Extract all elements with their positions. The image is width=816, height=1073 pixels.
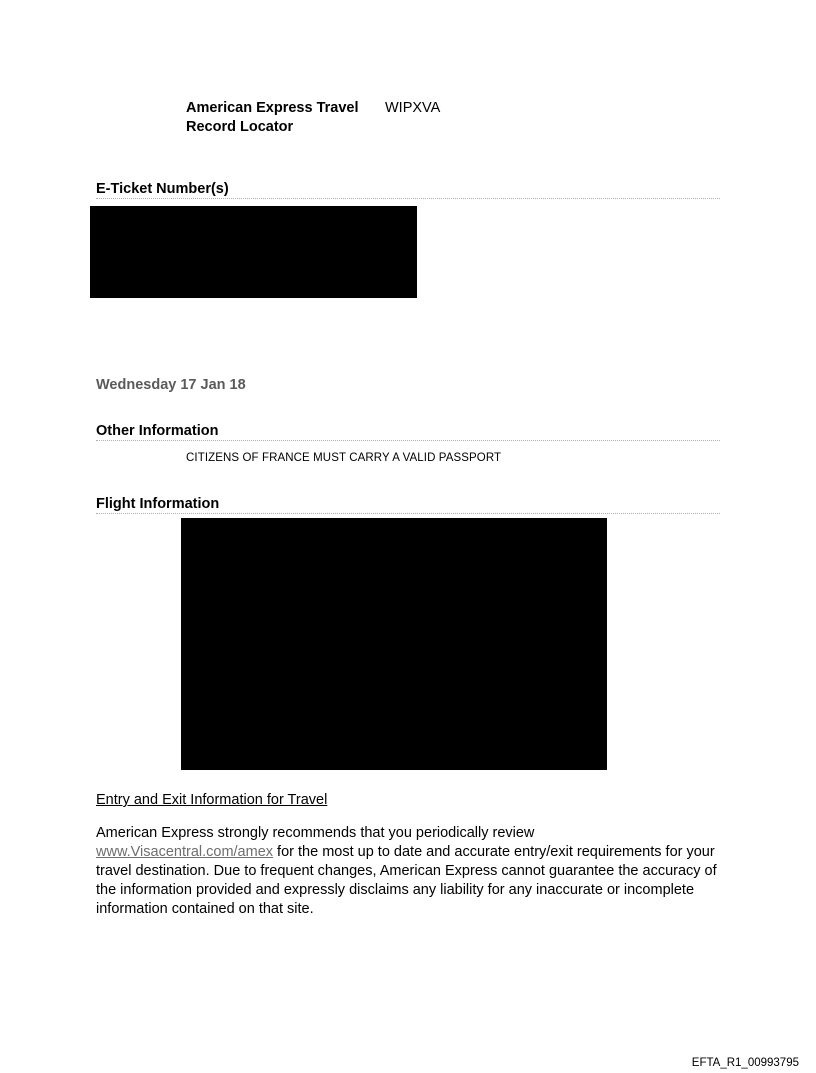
entry-exit-text-body: for the most up to date and accurate entry/exit requirements for your travel destination. Due to frequent changes, American Express cannot guarantee the accuracy of the information provided and expressly disclaims any liability for any inaccurate or incomplete information contained on that site. — [96, 844, 717, 917]
visacentral-link[interactable]: www.Visacentral.com/amex — [96, 844, 274, 860]
entry-exit-text-intro: American Express strongly recommends that you periodically review — [96, 825, 535, 841]
entry-exit-heading: Entry and Exit Information for Travel — [96, 792, 328, 808]
other-information-heading: Other Information — [96, 423, 219, 439]
eticket-heading: E-Ticket Number(s) — [96, 181, 229, 197]
eticket-divider — [96, 198, 720, 199]
entry-exit-paragraph — [96, 824, 736, 919]
passport-note: CITIZENS OF FRANCE MUST CARRY A VALID PASSPORT — [186, 452, 502, 464]
flight-information-divider — [96, 513, 720, 514]
other-information-divider — [96, 440, 720, 441]
document-id: EFTA_R1_00993795 — [691, 1057, 799, 1069]
travel-date: Wednesday 17 Jan 18 — [96, 377, 246, 393]
record-locator-label — [186, 99, 359, 137]
record-locator-label-line2: Record Locator — [186, 119, 294, 135]
eticket-redaction — [90, 206, 417, 298]
flight-information-heading: Flight Information — [96, 496, 220, 512]
flight-information-redaction — [181, 518, 607, 770]
record-locator-label-line1: American Express Travel — [186, 100, 359, 116]
record-locator-value: WIPXVA — [385, 100, 441, 116]
